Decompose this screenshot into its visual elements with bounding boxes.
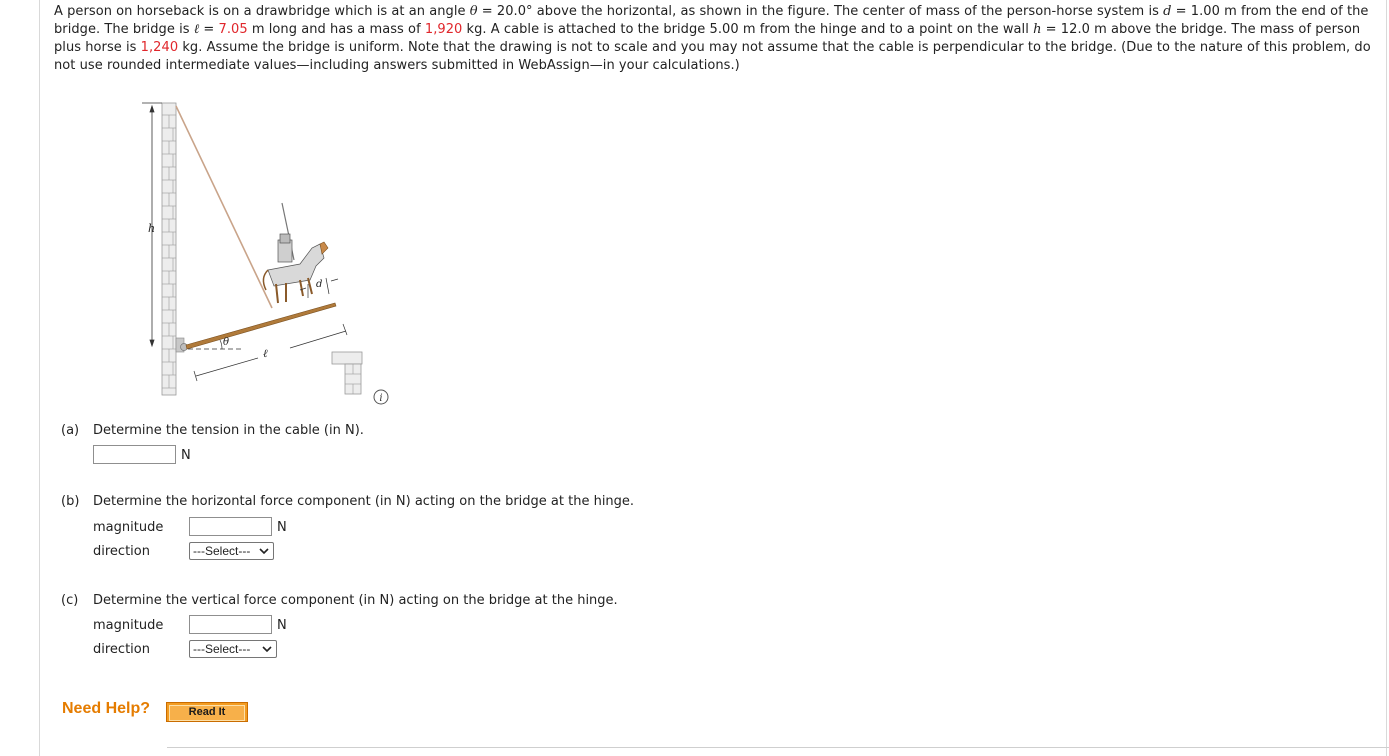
left-border — [39, 0, 40, 756]
bridge-length-value: 7.05 — [218, 22, 248, 37]
bottom-divider — [167, 747, 1389, 748]
part-c-unit: N — [277, 618, 287, 633]
part-a-letter: (a) — [61, 423, 80, 438]
read-it-button[interactable] — [166, 702, 248, 722]
bridge-mass-value: 1,920 — [424, 22, 463, 37]
label-d: d — [316, 279, 323, 290]
part-b-letter: (b) — [61, 494, 80, 509]
label-theta: θ — [223, 337, 230, 348]
read-it-label: Read It — [169, 705, 245, 721]
part-a-question: Determine the tension in the cable (in N). — [93, 423, 364, 438]
chevron-down-icon — [259, 544, 269, 558]
length-dimension — [194, 324, 347, 381]
vertical-direction-select[interactable] — [189, 640, 277, 658]
right-pier — [332, 352, 362, 394]
d-symbol: d — [1163, 4, 1172, 19]
horizontal-magnitude-input[interactable] — [189, 517, 272, 536]
right-border — [1386, 0, 1387, 756]
part-b-unit: N — [277, 520, 287, 535]
part-b-magnitude-label: magnitude — [93, 520, 164, 535]
part-a-unit: N — [181, 448, 191, 463]
label-l: ℓ — [263, 347, 268, 360]
part-c-question: Determine the vertical force component (in N) acting on the bridge at the hinge. — [93, 593, 618, 608]
theta-symbol: θ — [469, 4, 478, 19]
need-help-label: Need Help? — [62, 700, 151, 717]
label-h: h — [148, 222, 156, 235]
svg-text:i: i — [379, 393, 383, 404]
castle-wall — [162, 103, 176, 395]
select-value: ---Select--- — [193, 642, 251, 656]
rider-mass-value: 1,240 — [140, 40, 179, 55]
horizontal-direction-select[interactable] — [189, 542, 274, 560]
part-c-direction-label: direction — [93, 642, 150, 657]
l-symbol: ℓ — [193, 22, 200, 37]
cable — [176, 106, 272, 308]
drawbridge-figure — [140, 98, 400, 408]
problem-statement: A person on horseback is on a drawbridge which is at an angle θ = 20.0° above the horizontal, as shown in the figure. The center of mass of the person-horse system is d = 1.00 m from the end of the bridge. The bridge is ℓ = 7.05 m long and has a mass of 1,920 kg. A cable is attached to the bridge 5.00 m from the hinge and to a point on the wall h = 12.0 m above the bridge. The mass of person plus horse is 1,240 kg. Assume the bridge is uniform. Note that the drawing is not to scale and you may not assume that the cable is perpendicular to the bridge. (Due to the nature of this problem, do not use rounded intermediate values—including answers submitted in WebAssign—in your calculations.) — [54, 4, 1371, 73]
h-symbol: h — [1033, 22, 1042, 37]
part-c-letter: (c) — [61, 593, 79, 608]
bridge — [186, 303, 336, 349]
part-c-magnitude-label: magnitude — [93, 618, 164, 633]
select-value: ---Select--- — [193, 544, 251, 558]
tension-input[interactable] — [93, 445, 176, 464]
part-b-direction-label: direction — [93, 544, 150, 559]
chevron-down-icon — [262, 642, 272, 656]
part-b-question: Determine the horizontal force component (in N) acting on the bridge at the hinge. — [93, 494, 635, 509]
vertical-magnitude-input[interactable] — [189, 615, 272, 634]
info-icon[interactable] — [373, 389, 389, 405]
